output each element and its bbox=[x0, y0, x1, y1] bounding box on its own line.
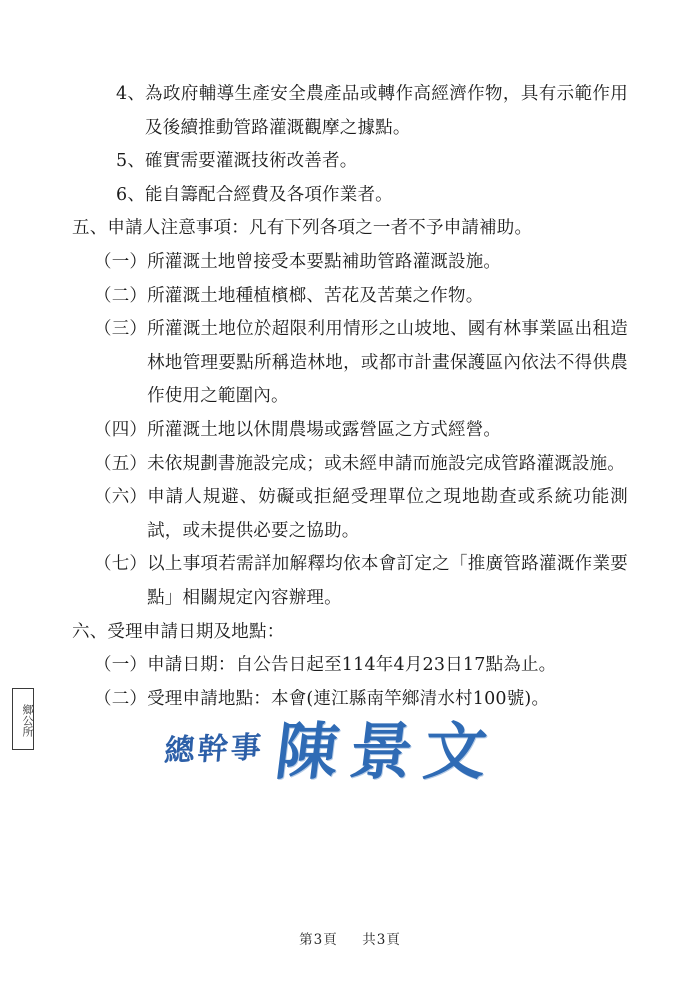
paragraph-text: 所灌溉土地曾接受本要點補助管路灌溉設施。 bbox=[147, 251, 502, 272]
document-body bbox=[72, 78, 628, 716]
paragraph-section-5-2 bbox=[72, 280, 628, 314]
list-marker: 5、 bbox=[116, 151, 146, 172]
paragraph-section-5 bbox=[72, 212, 628, 246]
paragraph-text: 申請人規避、妨礙或拒絕受理單位之現地勘查或系統功能測試，或未提供必要之協助。 bbox=[147, 487, 628, 541]
page-footer bbox=[0, 928, 700, 948]
list-marker: （三） bbox=[94, 319, 148, 340]
paragraph-section-5-3 bbox=[72, 313, 628, 414]
list-marker: （四） bbox=[94, 419, 148, 440]
paragraph-section-6 bbox=[72, 616, 628, 650]
paragraph-section-6-1 bbox=[72, 649, 628, 683]
paragraph-text: 所灌溉土地以休閒農場或露營區之方式經營。 bbox=[147, 419, 502, 440]
footer-total-pages: 共3頁 bbox=[362, 932, 401, 948]
footer-page-number: 第3頁 bbox=[299, 932, 338, 948]
list-marker: 六、 bbox=[72, 621, 108, 642]
paragraph-item-4 bbox=[72, 78, 628, 145]
list-marker: 6、 bbox=[116, 184, 146, 205]
list-marker: （二） bbox=[94, 688, 148, 709]
list-marker: （一） bbox=[94, 655, 148, 676]
paragraph-text: 申請人注意事項：凡有下列各項之一者不予申請補助。 bbox=[107, 218, 533, 239]
paragraph-text: 以上事項若需詳加解釋均依本會訂定之「推廣管路灌溉作業要點」相關規定內容辦理。 bbox=[147, 554, 628, 608]
list-marker: （七） bbox=[94, 554, 148, 575]
side-seal-stamp: 鄉公所 bbox=[12, 688, 34, 750]
paragraph-text: 確實需要灌溉技術改善者。 bbox=[145, 151, 358, 172]
paragraph-text: 受理申請日期及地點： bbox=[107, 621, 285, 642]
list-marker: 4、 bbox=[116, 84, 146, 104]
paragraph-section-5-6 bbox=[72, 481, 628, 548]
paragraph-text: 受理申請地點：本會(連江縣南竿鄉清水村100號)。 bbox=[147, 688, 550, 709]
list-marker: （二） bbox=[94, 285, 148, 306]
paragraph-section-5-5 bbox=[72, 448, 628, 482]
paragraph-section-5-1 bbox=[72, 246, 628, 280]
paragraph-text: 所灌溉土地種植檳榔、苦花及苦葉之作物。 bbox=[147, 285, 484, 306]
paragraph-text: 申請日期：自公告日起至114年4月23日17點為止。 bbox=[147, 655, 557, 676]
signature-name: 陳景文 bbox=[271, 715, 503, 788]
paragraph-item-6 bbox=[72, 179, 628, 213]
paragraph-text: 所灌溉土地位於超限利用情形之山坡地、國有林事業區出租造林地管理要點所稱造林地，或都市計畫保護區內依法不得供農作使用之範圍內。 bbox=[147, 319, 628, 407]
signature-title: 總幹事 bbox=[163, 730, 266, 769]
list-marker: （一） bbox=[94, 251, 148, 272]
list-marker: （六） bbox=[94, 487, 148, 508]
paragraph-section-5-4 bbox=[72, 414, 628, 448]
list-marker: 五、 bbox=[72, 218, 108, 239]
paragraph-text: 為政府輔導生產安全農產品或轉作高經濟作物，具有示範作用及後續推動管路灌溉觀摩之據點。 bbox=[145, 84, 628, 138]
paragraph-text: 能自籌配合經費及各項作業者。 bbox=[145, 184, 393, 205]
paragraph-item-5 bbox=[72, 145, 628, 179]
signature-block bbox=[165, 700, 565, 810]
list-marker: （五） bbox=[94, 453, 148, 474]
paragraph-text: 未依規劃書施設完成；或未經申請而施設完成管路灌溉設施。 bbox=[147, 453, 626, 474]
paragraph-section-5-7 bbox=[72, 548, 628, 615]
